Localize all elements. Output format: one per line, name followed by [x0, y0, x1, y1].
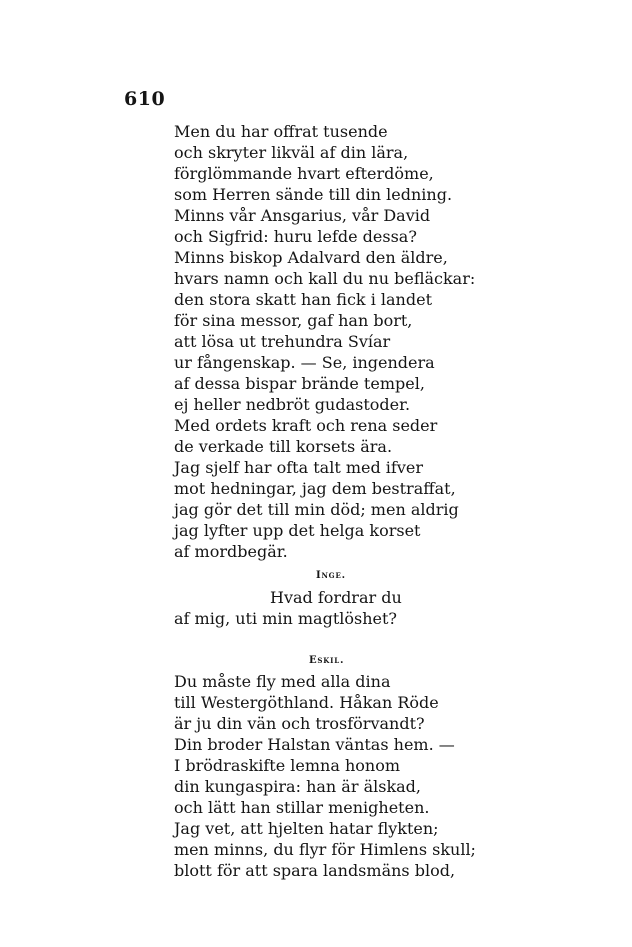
verse-line: Minns biskop Adalvard den äldre,: [174, 248, 448, 267]
verse-block-3: [174, 671, 476, 881]
verse-line: och skryter likväl af din lära,: [174, 143, 409, 162]
verse-line: jag lyfter upp det helga korset: [174, 521, 421, 540]
verse-line: af mordbegär.: [174, 542, 288, 561]
verse-block-1: [174, 121, 475, 562]
verse-line: jag gör det till min död; men aldrig: [174, 500, 459, 519]
verse-line: ur fångenskap. — Se, ingendera: [174, 353, 435, 372]
verse-line: Minns vår Ansgarius, vår David: [174, 206, 431, 225]
speaker-name-eskil: Eskil.: [309, 655, 345, 666]
verse-line: Jag sjelf har ofta talt med ifver: [174, 458, 423, 477]
verse-line: Med ordets kraft och rena seder: [174, 416, 438, 435]
verse-line: blott för att spara landsmäns blod,: [174, 861, 456, 880]
verse-line: den stora skatt han fick i landet: [174, 290, 432, 309]
verse-line: och Sigfrid: huru lefde dessa?: [174, 227, 417, 246]
page-number: 610: [124, 88, 166, 110]
verse-line: som Herren sände till din ledning.: [174, 185, 453, 204]
verse-line: Jag vet, att hjelten hatar flykten;: [174, 819, 439, 838]
verse-line: och lätt han stillar menigheten.: [174, 798, 430, 817]
speaker-name-inge: Inge.: [316, 570, 346, 581]
verse-line: att lösa ut trehundra Svíar: [174, 332, 391, 351]
verse-line: för sina messor, gaf han bort,: [174, 311, 413, 330]
verse-line: I brödraskifte lemna honom: [174, 756, 401, 775]
verse-line: förglömmande hvart efterdöme,: [174, 164, 434, 183]
verse-line: af mig, uti min magtlöshet?: [174, 609, 397, 628]
verse-line: af dessa bispar brände tempel,: [174, 374, 425, 393]
verse-line: Din broder Halstan väntas hem. —: [174, 735, 455, 754]
verse-block-2: [174, 608, 397, 629]
verse-line: mot hedningar, jag dem bestraffat,: [174, 479, 456, 498]
verse-line: till Westergöthland. Håkan Röde: [174, 693, 439, 712]
verse-line: din kungaspira: han är älskad,: [174, 777, 422, 796]
verse-line: de verkade till korsets ära.: [174, 437, 393, 456]
verse-line: Du måste fly med alla dina: [174, 672, 391, 691]
verse-line: ej heller nedbröt gudastoder.: [174, 395, 411, 414]
indented-verse-line: Hvad fordrar du: [270, 588, 402, 607]
verse-line: men minns, du flyr för Himlens skull;: [174, 840, 476, 859]
verse-line: hvars namn och kall du nu befläckar:: [174, 269, 476, 288]
verse-line: är ju din vän och trosförvandt?: [174, 714, 425, 733]
verse-line: Men du har offrat tusende: [174, 122, 388, 141]
